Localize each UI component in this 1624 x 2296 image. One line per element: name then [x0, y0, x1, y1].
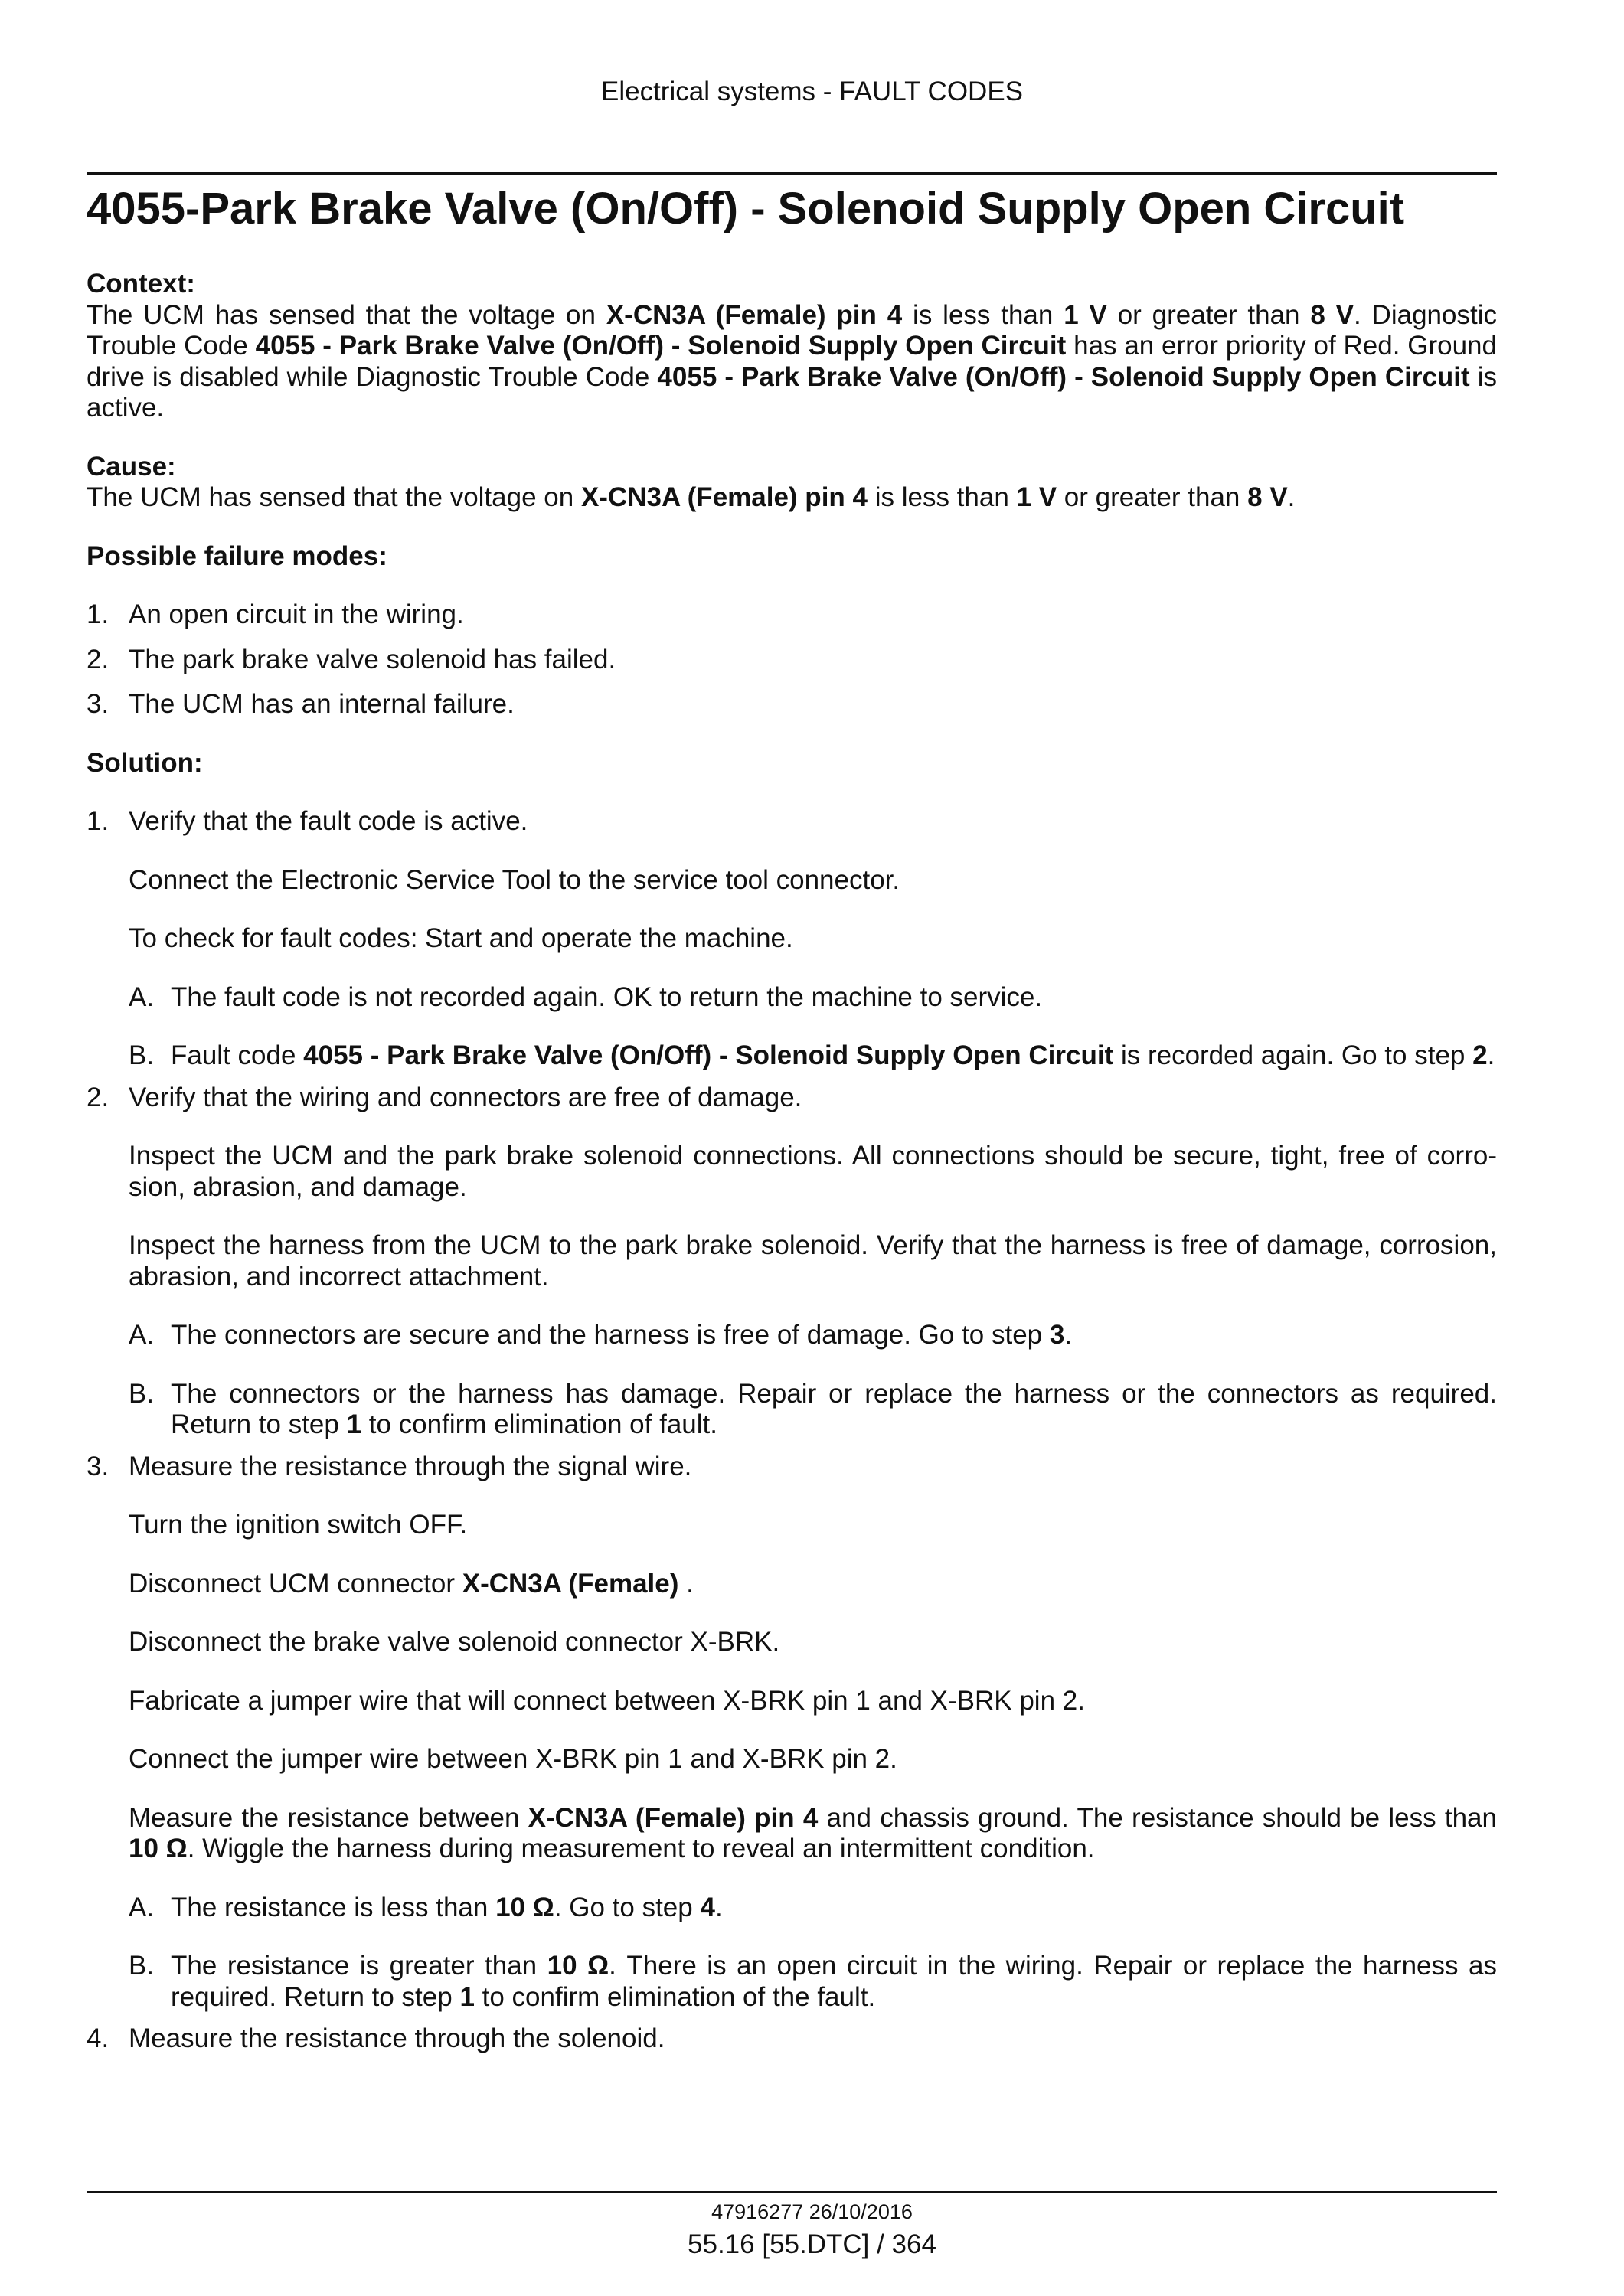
step-1-details — [87, 865, 1497, 955]
step-3-option-b: B. The resistance is greater than 10 Ω. There is an open circuit in the wiring. Repair or replace the harness as required. Return to step 1 to confirm elimination of the fault. — [129, 1951, 1497, 2012]
step-3-details — [87, 1510, 1497, 1865]
step-3-option-a: A. The resistance is less than 10 Ω. Go to step 4. — [129, 1892, 723, 1922]
solution-heading: Solution: — [87, 747, 203, 778]
step-title: Verify that the wiring and connectors are free of damage. — [129, 1082, 802, 1112]
step-paragraph: To check for fault codes: Start and operate the machine. — [129, 923, 793, 953]
context-heading: Context: — [87, 269, 195, 299]
document-body — [87, 269, 1497, 2055]
step-title: Verify that the fault code is active. — [129, 806, 528, 836]
solution-step-4: 4. Measure the resistance through the solenoid. — [87, 2023, 1497, 2055]
step-1-option-a: A. The fault code is not recorded again. OK to return the machine to service. — [129, 981, 1043, 1012]
cause-heading: Cause: — [87, 451, 176, 482]
step-title: Measure the resistance through the signal wire. — [129, 1451, 692, 1481]
step-paragraph: Inspect the harness from the UCM to the park brake solenoid. Verify that the harness is free of damage, corrosion, abrasion, and incorrect attachment. — [129, 1230, 1497, 1292]
solution-steps — [87, 806, 1497, 2055]
step-paragraph: Disconnect UCM connector X-CN3A (Female) . — [129, 1568, 694, 1599]
step-paragraph: Fabricate a jumper wire that will connect between X-BRK pin 1 and X-BRK pin 2. — [129, 1685, 1085, 1716]
step-2-option-a: A. The connectors are secure and the harness is free of damage. Go to step 3. — [129, 1320, 1073, 1350]
solution-step-2: 2. Verify that the wiring and connectors are free of damage. — [87, 1083, 1497, 1114]
failure-modes-list — [87, 599, 1497, 720]
step-paragraph: Disconnect the brake valve solenoid connector X-BRK. — [129, 1627, 780, 1657]
step-title: Measure the resistance through the solenoid. — [129, 2023, 665, 2053]
step-paragraph: Turn the ignition switch OFF. — [129, 1510, 468, 1540]
step-2-details — [87, 1141, 1497, 1292]
context-paragraph: The UCM has sensed that the voltage on X-CN3A (Female) pin 4 is less than 1 V or greater than 8 V. Diagnostic Trouble Code 4055 - Park Brake Valve (On/Off) - Solenoid Supply Open Circuit has an error priority of Red. Ground drive is disabled while Diagnostic Trouble Code 4055 - Park Brake Valve (On/Off) - Solenoid Supply Open Circuit is active. — [87, 299, 1498, 423]
page-title: 4055-Park Brake Valve (On/Off) - Solenoid Supply Open Circuit — [87, 184, 1405, 234]
cause-paragraph: The UCM has sensed that the voltage on X-CN3A (Female) pin 4 is less than 1 V or greater than 8 V. — [87, 482, 1296, 512]
running-header: Electrical systems - FAULT CODES — [600, 77, 1024, 106]
step-paragraph: Inspect the UCM and the park brake solenoid connections. All connections should be secure, tight, free of corro-sion, abrasion, and damage. — [129, 1141, 1497, 1202]
failure-modes-heading: Possible failure modes: — [87, 541, 387, 571]
step-paragraph: Connect the Electronic Service Tool to the service tool connector. — [129, 864, 900, 895]
list-item: 3. The UCM has an internal failure. — [87, 689, 515, 719]
step-2-option-b: B. The connectors or the harness has damage. Repair or replace the harness or the connectors as required. Return to step 1 to confirm elimination of fault. — [129, 1378, 1497, 1439]
header-rule — [87, 172, 1497, 175]
step-paragraph: Connect the jumper wire between X-BRK pin 1 and X-BRK pin 2. — [129, 1744, 897, 1774]
list-item: 1. An open circuit in the wiring. — [87, 599, 464, 629]
step-paragraph: Measure the resistance between X-CN3A (Female) pin 4 and chassis ground. The resistance should be less than 10 Ω. Wiggle the harness during measurement to reveal an intermittent condition. — [129, 1802, 1497, 1863]
solution-step-3: 3. Measure the resistance through the signal wire. — [87, 1452, 1497, 1483]
solution-step-1: 1. Verify that the fault code is active. — [87, 806, 1497, 838]
footer-doc-reference: 47916277 26/10/2016 — [711, 2200, 913, 2223]
footer-page-number: 55.16 [55.DTC] / 364 — [688, 2229, 936, 2259]
list-item: 2. The park brake valve solenoid has failed. — [87, 644, 616, 674]
step-1-option-b: B. Fault code 4055 - Park Brake Valve (On/Off) - Solenoid Supply Open Circuit is recorded again. Go to step 2. — [129, 1040, 1495, 1070]
footer-rule — [87, 2191, 1497, 2193]
